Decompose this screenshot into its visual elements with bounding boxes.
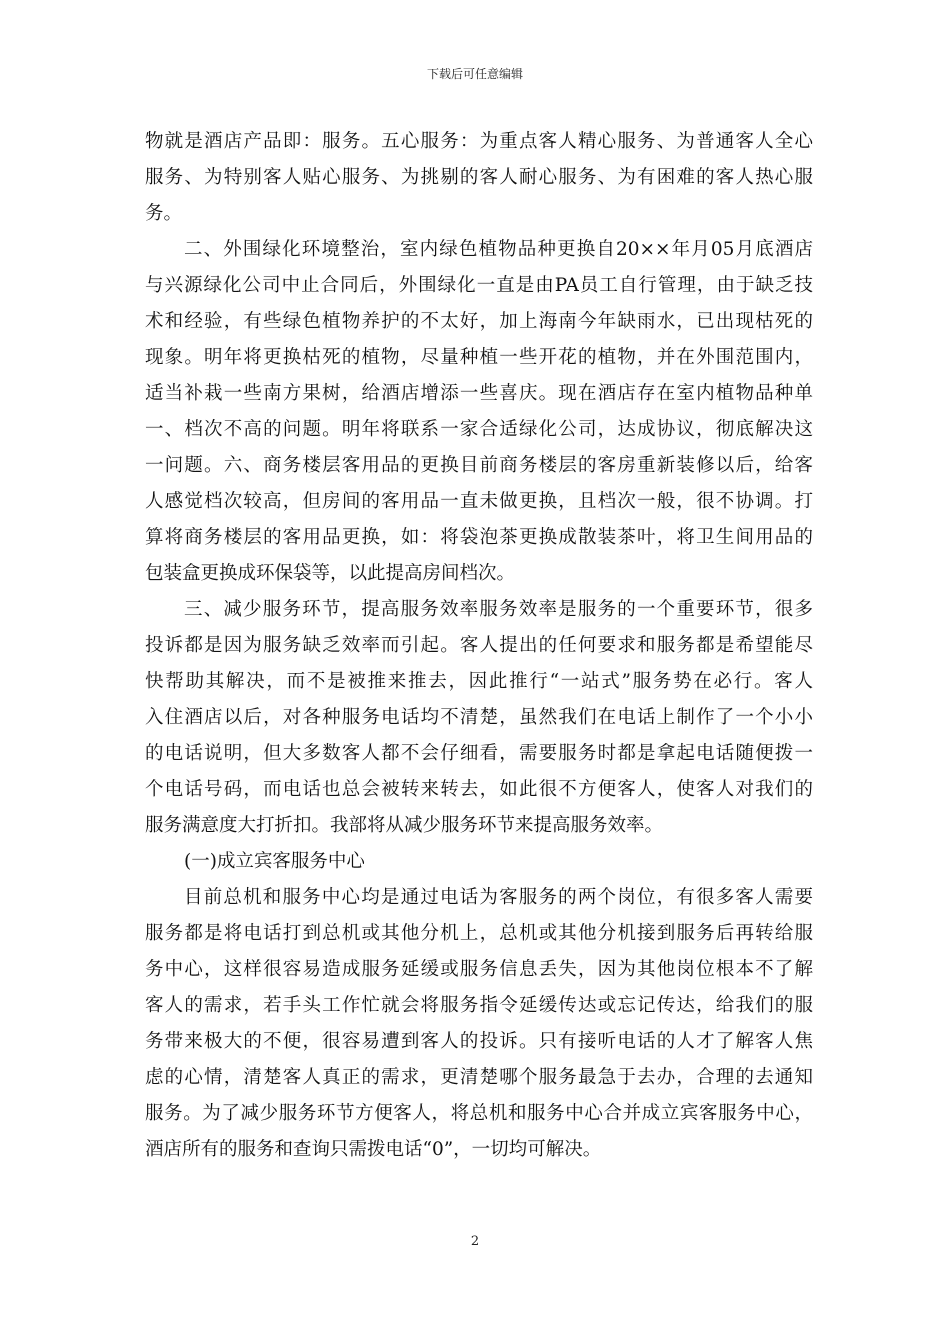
page-header: 下载后可任意编辑 [426,67,523,81]
text-line: 一问题。六、商务楼层客用品的更换目前商务楼层的客房重新装修以后，给客 [145,455,813,476]
text-line: 物就是酒店产品即：服务。五心服务：为重点客人精心服务、为普通客人全心 [145,131,813,152]
text-line: 算将商务楼层的客用品更换，如：将袋泡茶更换成散装茶叶，将卫生间用品的 [145,527,813,548]
text-line: 现象。明年将更换枯死的植物，尽量种植一些开花的植物，并在外围范围内， [145,347,813,368]
text-line: 投诉都是因为服务缺乏效率而引起。客人提出的任何要求和服务都是希望能尽 [145,635,813,656]
text-line: 二、外围绿化环境整治，室内绿色植物品种更换自20××年月05月底酒店 [184,239,813,260]
text-line: 适当补栽一些南方果树，给酒店增添一些喜庆。现在酒店存在室内植物品种单 [145,383,813,404]
text-line: 人感觉档次较高，但房间的客用品一直未做更换，且档次一般，很不协调。打 [145,491,813,512]
text-line: 快帮助其解决，而不是被推来推去，因此推行“一站式”服务势在必行。客人 [145,671,813,692]
text-line: 一、档次不高的问题。明年将联系一家合适绿化公司，达成协议，彻底解决这 [145,419,813,440]
text-line: 三、减少服务环节，提高服务效率服务效率是服务的一个重要环节，很多 [184,599,813,620]
text-line: 个电话号码，而电话也总会被转来转去，如此很不方便客人，使客人对我们的 [145,779,813,800]
text-line: 服务满意度大打折扣。我部将从减少服务环节来提高服务效率。 [145,815,664,836]
text-line: 酒店所有的服务和查询只需拨电话“0”，一切均可解决。 [145,1139,602,1160]
text-line: 包装盒更换成环保袋等，以此提高房间档次。 [145,563,516,584]
text-line: 服务、为特别客人贴心服务、为挑剔的客人耐心服务、为有困难的客人热心服 [145,167,813,188]
text-line: 务中心，这样很容易造成服务延缓或服务信息丢失，因为其他岗位根本不了解 [145,959,813,980]
paragraph [145,844,813,880]
page-number: 2 [470,1234,480,1249]
text-line: 与兴源绿化公司中止合同后，外围绿化一直是由PA员工自行管理，由于缺乏技 [145,275,813,296]
document-body [145,124,813,1168]
text-line: 务带来极大的不便，很容易遭到客人的投诉。只有接听电话的人才了解客人焦 [145,1031,813,1052]
text-line: 的电话说明，但大多数客人都不会仔细看，需要服务时都是拿起电话随便拨一 [145,743,813,764]
paragraph [145,592,813,844]
text-line: 务。 [145,203,183,224]
paragraph [145,232,813,592]
text-line: 服务都是将电话打到总机或其他分机上，总机或其他分机接到服务后再转给服 [145,923,813,944]
text-line: 虑的心情，清楚客人真正的需求，更清楚哪个服务最急于去办，合理的去通知 [145,1067,813,1088]
text-line: 服务。为了减少服务环节方便客人，将总机和服务中心合并成立宾客服务中心， [145,1103,813,1124]
paragraph [145,124,813,232]
text-line: 目前总机和服务中心均是通过电话为客服务的两个岗位，有很多客人需要 [184,887,813,908]
text-line: 术和经验，有些绿色植物养护的不太好，加上海南今年缺雨水，已出现枯死的 [145,311,813,332]
text-line: (一)成立宾客服务中心 [184,851,365,872]
text-line: 客人的需求，若手头工作忙就会将服务指令延缓传达或忘记传达，给我们的服 [145,995,813,1016]
text-line: 入住酒店以后，对各种服务电话均不清楚，虽然我们在电话上制作了一个小小 [145,707,813,728]
paragraph [145,880,813,1168]
